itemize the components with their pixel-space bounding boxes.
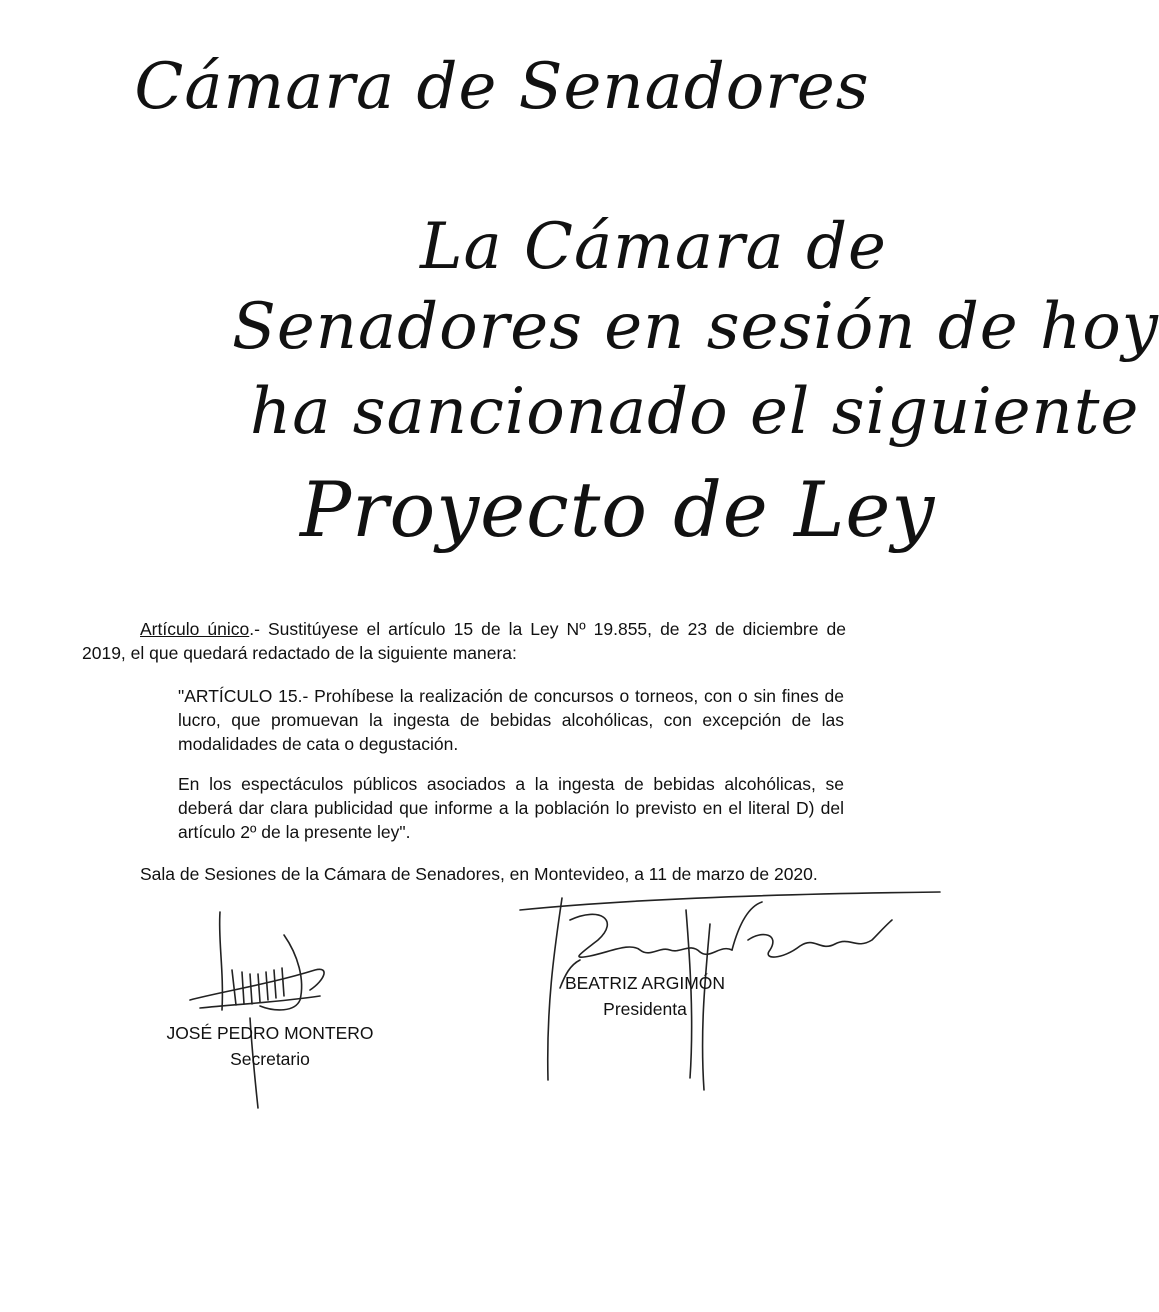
article-label: Artículo único [140,619,250,639]
secretary-signature-block [140,1020,400,1072]
president-signature-block [520,970,770,1022]
closing-paragraph: Sala de Sesiones de la Cámara de Senadores, en Montevideo, a 11 de marzo de 2020. [140,864,818,884]
intro-line-1: La Cámara de [420,210,887,284]
president-title: Presidenta [603,999,687,1019]
document-type-heading: Proyecto de Ley [300,465,936,554]
intro-line-3: ha sancionado el siguiente [250,375,1140,449]
article-text: .- Sustitúyese el artículo 15 de la Ley Nº 19.855, de 23 de diciembre de 2019, el que quedará redactado de la siguiente manera: [82,619,846,663]
quoted-article-paragraph-1: "ARTÍCULO 15.- Prohíbese la realización de concursos o torneos, con o sin fines de lucro, que promuevan la ingesta de bebidas alcohólicas, con excepción de las modalidades de cata o degustación. [178,686,844,754]
secretary-name: JOSÉ PEDRO MONTERO [166,1023,374,1043]
chamber-title: Cámara de Senadores [134,50,870,124]
quoted-article-paragraph-2: En los espectáculos públicos asociados a la ingesta de bebidas alcohólicas, se deberá dar clara publicidad que informe a la población lo previsto en el literal D) del artículo 2º de la presente ley". [178,774,844,842]
president-name: BEATRIZ ARGIMÓN [564,973,726,993]
article-paragraph [82,617,846,665]
intro-line-2: Senadores en sesión de hoy [232,290,1159,364]
secretary-signature [180,900,360,1120]
secretary-title: Secretario [230,1049,310,1069]
